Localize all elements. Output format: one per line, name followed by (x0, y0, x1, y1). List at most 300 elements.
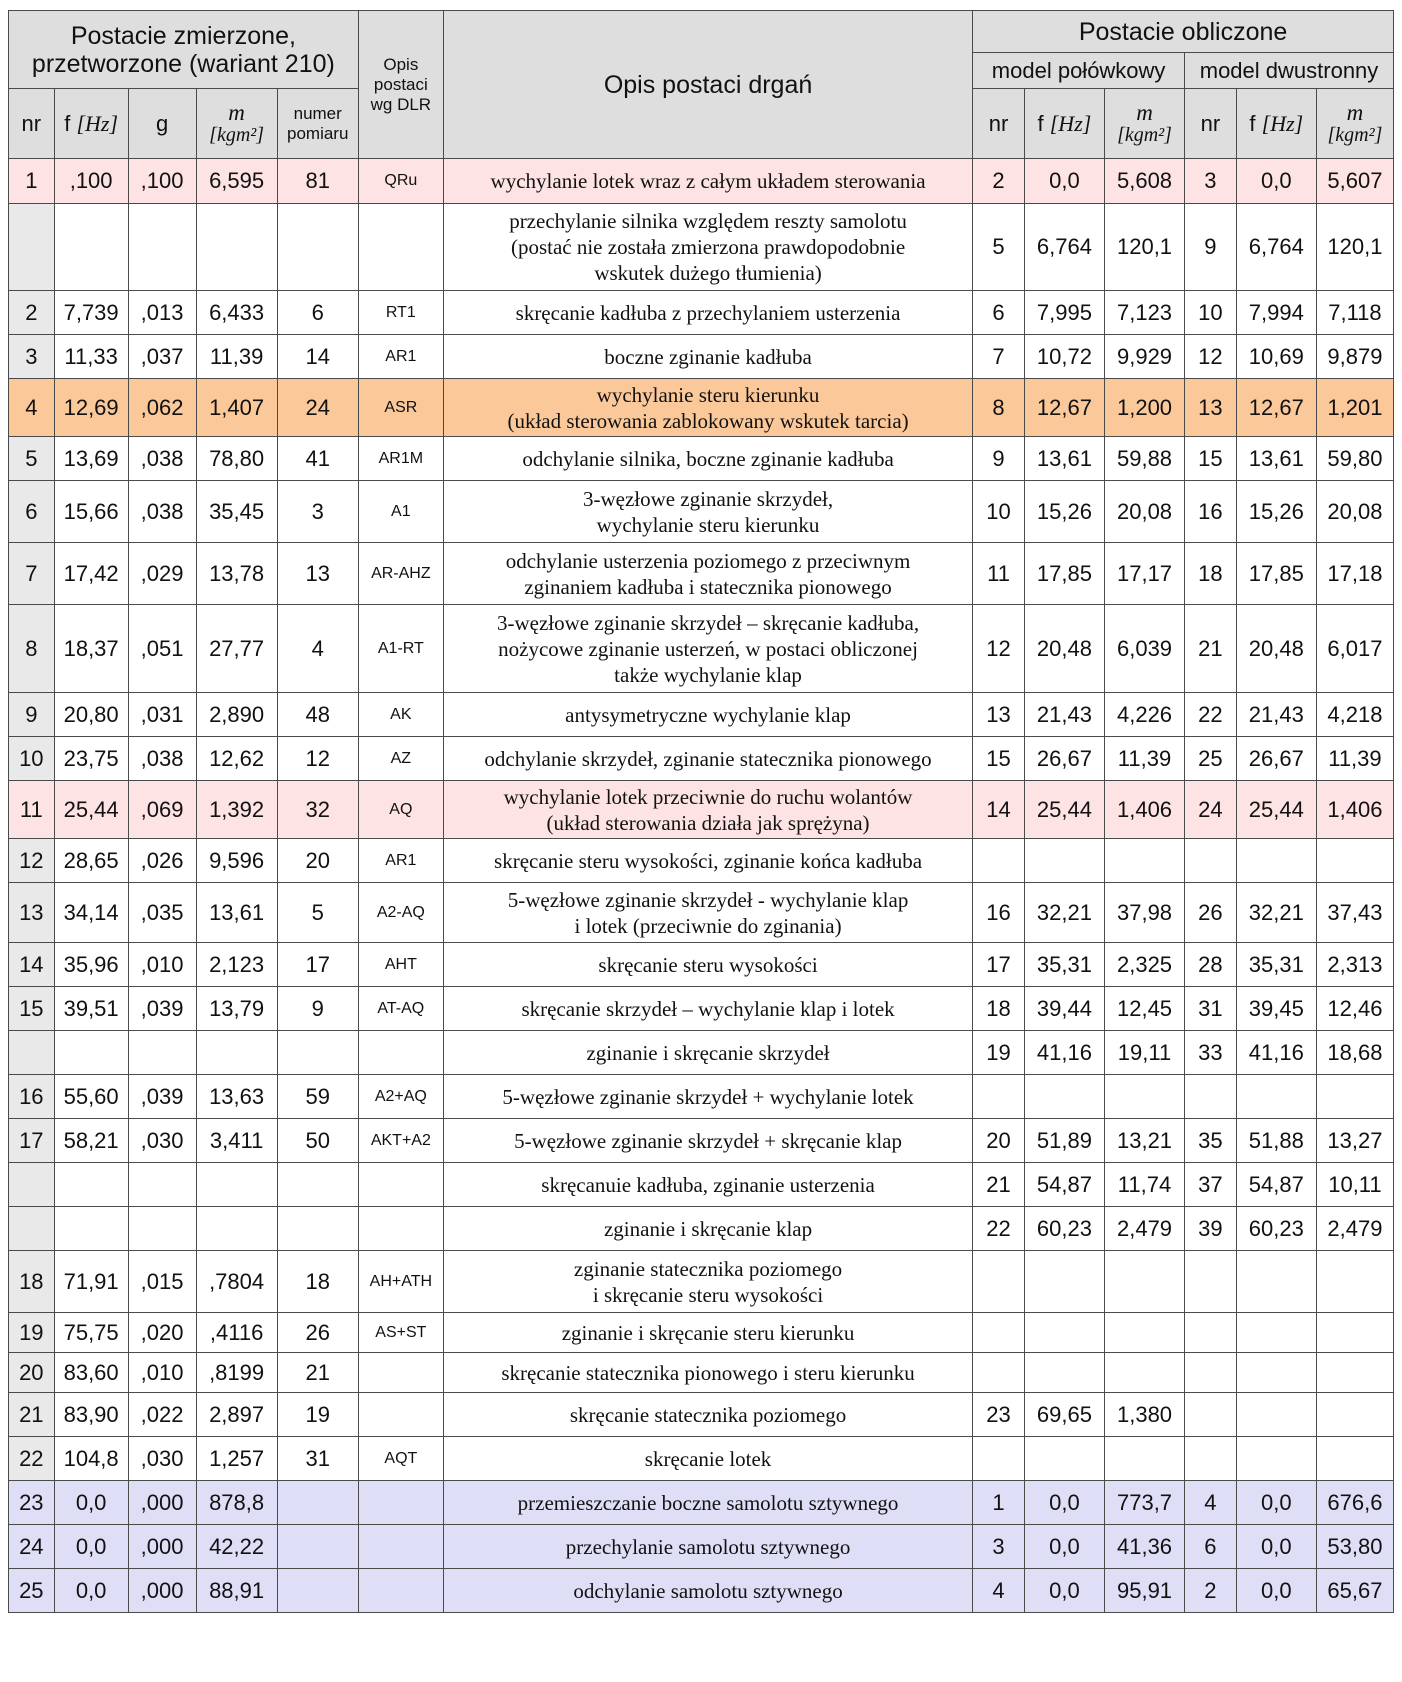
mode-description: odchylanie silnika, boczne zginanie kadłuba (443, 437, 972, 481)
table-row (9, 1525, 1394, 1569)
two-side-m: 20,08 (1316, 481, 1393, 543)
mode-description: przechylanie silnika względem reszty samolotu (postać nie została zmierzona prawdopodobnie wskutek dużego tłumienia) (443, 204, 972, 291)
half-model-m: 6,039 (1104, 605, 1184, 693)
col-half-nr: nr (973, 89, 1025, 159)
mode-description: odchylanie samolotu sztywnego (443, 1569, 972, 1613)
measured-m: ,4116 (196, 1313, 277, 1353)
measured-f: 15,66 (54, 481, 128, 543)
col-half-m: m [kgm²] (1104, 89, 1184, 159)
measurement-number (277, 1207, 358, 1251)
measured-f: 0,0 (54, 1481, 128, 1525)
half-model-nr (973, 839, 1025, 883)
measured-m: 3,411 (196, 1119, 277, 1163)
table-row (9, 839, 1394, 883)
mode-description: 5-węzłowe zginanie skrzydeł + wychylanie lotek (443, 1075, 972, 1119)
measured-f: 83,90 (54, 1393, 128, 1437)
half-model-f: 54,87 (1024, 1163, 1104, 1207)
table-row (9, 543, 1394, 605)
two-side-f: 20,48 (1236, 605, 1316, 693)
two-side-f: 41,16 (1236, 1031, 1316, 1075)
two-side-nr: 28 (1185, 943, 1237, 987)
mode-description: 5-węzłowe zginanie skrzydeł - wychylanie klap i lotek (przeciwnie do zginania) (443, 883, 972, 943)
measured-nr: 23 (9, 1481, 55, 1525)
measured-f (54, 1207, 128, 1251)
two-side-m: 11,39 (1316, 737, 1393, 781)
measured-g: ,026 (128, 839, 196, 883)
mode-description: wychylanie lotek przeciwnie do ruchu wolantów (układ sterowania działa jak sprężyna) (443, 781, 972, 839)
measured-f: 11,33 (54, 335, 128, 379)
mode-description: przechylanie samolotu sztywnego (443, 1525, 972, 1569)
col-g: g (128, 89, 196, 159)
half-model-nr: 20 (973, 1119, 1025, 1163)
half-model-m: 11,39 (1104, 737, 1184, 781)
two-side-m (1316, 1313, 1393, 1353)
mode-description: skręcanie statecznika pionowego i steru kierunku (443, 1353, 972, 1393)
dlr-code: AT-AQ (358, 987, 443, 1031)
half-model-f (1024, 1313, 1104, 1353)
two-side-f (1236, 1313, 1316, 1353)
measured-m: 35,45 (196, 481, 277, 543)
mode-description: 3-węzłowe zginanie skrzydeł – skręcanie kadłuba, nożycowe zginanie usterzeń, w postaci obliczonej także wychylanie klap (443, 605, 972, 693)
two-side-nr: 24 (1185, 781, 1237, 839)
two-side-m (1316, 1075, 1393, 1119)
half-model-m: 95,91 (1104, 1569, 1184, 1613)
two-side-nr (1185, 1437, 1237, 1481)
two-side-nr: 10 (1185, 291, 1237, 335)
mode-description: przemieszczanie boczne samolotu sztywnego (443, 1481, 972, 1525)
half-model-f (1024, 1437, 1104, 1481)
two-side-f: 54,87 (1236, 1163, 1316, 1207)
measured-m: 13,61 (196, 883, 277, 943)
measured-m (196, 1207, 277, 1251)
measured-g: ,022 (128, 1393, 196, 1437)
table-row (9, 883, 1394, 943)
measurement-number: 48 (277, 693, 358, 737)
measured-m: ,8199 (196, 1353, 277, 1393)
dlr-code: AS+ST (358, 1313, 443, 1353)
dlr-code (358, 1481, 443, 1525)
dlr-code: A1-RT (358, 605, 443, 693)
measured-nr: 24 (9, 1525, 55, 1569)
measured-m: ,7804 (196, 1251, 277, 1313)
table-row (9, 1031, 1394, 1075)
half-model-nr: 5 (973, 204, 1025, 291)
dlr-code: AR-AHZ (358, 543, 443, 605)
dlr-code: RT1 (358, 291, 443, 335)
table-row (9, 1075, 1394, 1119)
table-row (9, 204, 1394, 291)
half-model-nr: 22 (973, 1207, 1025, 1251)
half-model-nr: 14 (973, 781, 1025, 839)
mode-table-wrapper (8, 10, 1394, 1613)
table-row (9, 1437, 1394, 1481)
half-model-m: 773,7 (1104, 1481, 1184, 1525)
measured-m: 12,62 (196, 737, 277, 781)
dlr-code: AQT (358, 1437, 443, 1481)
two-side-f: 0,0 (1236, 1481, 1316, 1525)
col-half-f: f [Hz] (1024, 89, 1104, 159)
half-model-nr: 9 (973, 437, 1025, 481)
table-row (9, 159, 1394, 204)
half-model-m: 2,325 (1104, 943, 1184, 987)
half-model-f: 41,16 (1024, 1031, 1104, 1075)
measured-nr (9, 1207, 55, 1251)
measured-g (128, 1207, 196, 1251)
half-model-f: 60,23 (1024, 1207, 1104, 1251)
measured-g: ,029 (128, 543, 196, 605)
two-side-nr: 31 (1185, 987, 1237, 1031)
mode-description: zginanie i skręcanie steru kierunku (443, 1313, 972, 1353)
half-model-m: 9,929 (1104, 335, 1184, 379)
two-side-f (1236, 1251, 1316, 1313)
half-model-m: 1,406 (1104, 781, 1184, 839)
measured-g: ,037 (128, 335, 196, 379)
two-side-m: 6,017 (1316, 605, 1393, 693)
half-model-nr: 2 (973, 159, 1025, 204)
measured-m (196, 204, 277, 291)
two-side-model-header: model dwustronny (1185, 53, 1394, 89)
col-numer-pomiaru: numer pomiaru (277, 89, 358, 159)
two-side-m: 2,313 (1316, 943, 1393, 987)
table-body (9, 159, 1394, 1613)
two-side-nr (1185, 1075, 1237, 1119)
two-side-nr: 39 (1185, 1207, 1237, 1251)
two-side-m: 2,479 (1316, 1207, 1393, 1251)
measured-f: 34,14 (54, 883, 128, 943)
table-row (9, 693, 1394, 737)
mode-description: 5-węzłowe zginanie skrzydeł + skręcanie klap (443, 1119, 972, 1163)
two-side-nr: 4 (1185, 1481, 1237, 1525)
two-side-m: 120,1 (1316, 204, 1393, 291)
col-nr: nr (9, 89, 55, 159)
col-two-m: m [kgm²] (1316, 89, 1393, 159)
measured-f: 25,44 (54, 781, 128, 839)
two-side-m: 37,43 (1316, 883, 1393, 943)
two-side-f: 26,67 (1236, 737, 1316, 781)
table-row (9, 1481, 1394, 1525)
mode-description: odchylanie skrzydeł, zginanie statecznika pionowego (443, 737, 972, 781)
half-model-nr (973, 1353, 1025, 1393)
mode-description: boczne zginanie kadłuba (443, 335, 972, 379)
dlr-code: QRu (358, 159, 443, 204)
half-model-m: 37,98 (1104, 883, 1184, 943)
measured-nr: 6 (9, 481, 55, 543)
measured-g: ,030 (128, 1437, 196, 1481)
two-side-f: 0,0 (1236, 1569, 1316, 1613)
dlr-code: AQ (358, 781, 443, 839)
dlr-code: AHT (358, 943, 443, 987)
table-row (9, 1393, 1394, 1437)
half-model-m: 12,45 (1104, 987, 1184, 1031)
table-row (9, 1569, 1394, 1613)
table-row (9, 1163, 1394, 1207)
table-row (9, 1313, 1394, 1353)
half-model-f: 12,67 (1024, 379, 1104, 437)
two-side-nr (1185, 1251, 1237, 1313)
measured-g: ,010 (128, 943, 196, 987)
half-model-nr: 8 (973, 379, 1025, 437)
two-side-nr: 33 (1185, 1031, 1237, 1075)
measured-nr: 15 (9, 987, 55, 1031)
two-side-f: 21,43 (1236, 693, 1316, 737)
measurement-number: 5 (277, 883, 358, 943)
measured-nr: 18 (9, 1251, 55, 1313)
measured-g (128, 204, 196, 291)
half-model-m: 2,479 (1104, 1207, 1184, 1251)
dlr-code: ASR (358, 379, 443, 437)
measurement-number: 21 (277, 1353, 358, 1393)
measured-header: Postacie zmierzone, przetworzone (wariant 210) (9, 11, 359, 89)
two-side-m: 10,11 (1316, 1163, 1393, 1207)
dlr-code (358, 1393, 443, 1437)
two-side-nr: 2 (1185, 1569, 1237, 1613)
dlr-code: AH+ATH (358, 1251, 443, 1313)
two-side-nr (1185, 1393, 1237, 1437)
measured-f (54, 1163, 128, 1207)
two-side-m: 12,46 (1316, 987, 1393, 1031)
two-side-f: 32,21 (1236, 883, 1316, 943)
measured-m: 11,39 (196, 335, 277, 379)
measured-f: ,100 (54, 159, 128, 204)
half-model-nr (973, 1313, 1025, 1353)
two-side-m: 17,18 (1316, 543, 1393, 605)
measured-m: 6,595 (196, 159, 277, 204)
half-model-m: 19,11 (1104, 1031, 1184, 1075)
half-model-nr: 3 (973, 1525, 1025, 1569)
two-side-f: 6,764 (1236, 204, 1316, 291)
two-side-nr: 21 (1185, 605, 1237, 693)
dlr-code (358, 1207, 443, 1251)
two-side-f: 35,31 (1236, 943, 1316, 987)
measured-f: 23,75 (54, 737, 128, 781)
col-m: m [kgm²] (196, 89, 277, 159)
mode-description: zginanie statecznika poziomego i skręcanie steru wysokości (443, 1251, 972, 1313)
two-side-m: 18,68 (1316, 1031, 1393, 1075)
half-model-m (1104, 1075, 1184, 1119)
table-row (9, 987, 1394, 1031)
mode-description: skręcanie lotek (443, 1437, 972, 1481)
measured-g: ,039 (128, 1075, 196, 1119)
half-model-f: 13,61 (1024, 437, 1104, 481)
col-two-nr: nr (1185, 89, 1237, 159)
mode-description: skręcanie statecznika poziomego (443, 1393, 972, 1437)
measurement-number (277, 204, 358, 291)
half-model-m: 13,21 (1104, 1119, 1184, 1163)
measured-nr: 12 (9, 839, 55, 883)
dlr-code: AKT+A2 (358, 1119, 443, 1163)
half-model-m (1104, 1353, 1184, 1393)
measured-g: ,051 (128, 605, 196, 693)
measured-g: ,069 (128, 781, 196, 839)
measurement-number: 13 (277, 543, 358, 605)
half-model-nr: 13 (973, 693, 1025, 737)
measured-nr: 4 (9, 379, 55, 437)
measured-nr (9, 1031, 55, 1075)
two-side-f: 7,994 (1236, 291, 1316, 335)
two-side-m: 53,80 (1316, 1525, 1393, 1569)
half-model-f: 7,995 (1024, 291, 1104, 335)
measured-f: 58,21 (54, 1119, 128, 1163)
half-model-nr: 23 (973, 1393, 1025, 1437)
two-side-nr: 13 (1185, 379, 1237, 437)
mode-description: wychylanie lotek wraz z całym układem sterowania (443, 159, 972, 204)
two-side-m: 7,118 (1316, 291, 1393, 335)
measured-nr: 14 (9, 943, 55, 987)
measured-g: ,000 (128, 1525, 196, 1569)
measured-nr: 2 (9, 291, 55, 335)
measured-m (196, 1163, 277, 1207)
measured-f (54, 204, 128, 291)
table-row (9, 605, 1394, 693)
half-model-m: 20,08 (1104, 481, 1184, 543)
half-model-m (1104, 839, 1184, 883)
two-side-f: 12,67 (1236, 379, 1316, 437)
measured-g (128, 1031, 196, 1075)
measurement-number (277, 1031, 358, 1075)
measured-m (196, 1031, 277, 1075)
mode-description: skręcanie steru wysokości, zginanie końca kadłuba (443, 839, 972, 883)
dlr-code (358, 1569, 443, 1613)
mode-description: skręcanuie kadłuba, zginanie usterzenia (443, 1163, 972, 1207)
dlr-code: AR1 (358, 839, 443, 883)
measurement-number: 32 (277, 781, 358, 839)
measured-nr: 11 (9, 781, 55, 839)
half-model-nr (973, 1437, 1025, 1481)
measurement-number: 81 (277, 159, 358, 204)
two-side-f: 10,69 (1236, 335, 1316, 379)
two-side-m: 59,80 (1316, 437, 1393, 481)
measured-g: ,038 (128, 737, 196, 781)
half-model-nr: 19 (973, 1031, 1025, 1075)
measured-m: 13,78 (196, 543, 277, 605)
measured-nr: 5 (9, 437, 55, 481)
mode-description: skręcanie kadłuba z przechylaniem usterzenia (443, 291, 972, 335)
mode-description: zginanie i skręcanie klap (443, 1207, 972, 1251)
two-side-m (1316, 839, 1393, 883)
measured-nr: 1 (9, 159, 55, 204)
dlr-code: AR1 (358, 335, 443, 379)
measurement-number: 41 (277, 437, 358, 481)
vibration-modes-table (8, 10, 1394, 1613)
measured-nr: 7 (9, 543, 55, 605)
measurement-number: 18 (277, 1251, 358, 1313)
dlr-code: AR1M (358, 437, 443, 481)
table-row (9, 335, 1394, 379)
measured-f: 75,75 (54, 1313, 128, 1353)
measurement-number: 19 (277, 1393, 358, 1437)
measured-f: 13,69 (54, 437, 128, 481)
dlr-code: AK (358, 693, 443, 737)
calculated-header: Postacie obliczone (973, 11, 1394, 53)
measured-g: ,035 (128, 883, 196, 943)
measured-nr: 21 (9, 1393, 55, 1437)
measured-f: 71,91 (54, 1251, 128, 1313)
measured-m: 2,897 (196, 1393, 277, 1437)
measured-m: 42,22 (196, 1525, 277, 1569)
measurement-number: 26 (277, 1313, 358, 1353)
half-model-f: 0,0 (1024, 1569, 1104, 1613)
two-side-nr: 26 (1185, 883, 1237, 943)
measured-m: 1,257 (196, 1437, 277, 1481)
half-model-nr: 7 (973, 335, 1025, 379)
dlr-code: A1 (358, 481, 443, 543)
half-model-nr: 21 (973, 1163, 1025, 1207)
measured-nr (9, 204, 55, 291)
measurement-number: 20 (277, 839, 358, 883)
half-model-m: 1,200 (1104, 379, 1184, 437)
half-model-m: 1,380 (1104, 1393, 1184, 1437)
two-side-m (1316, 1353, 1393, 1393)
two-side-m: 65,67 (1316, 1569, 1393, 1613)
measurement-number (277, 1481, 358, 1525)
measured-f: 104,8 (54, 1437, 128, 1481)
dlr-code: A2+AQ (358, 1075, 443, 1119)
two-side-f: 17,85 (1236, 543, 1316, 605)
measurement-number: 50 (277, 1119, 358, 1163)
two-side-f: 0,0 (1236, 159, 1316, 204)
measured-g: ,020 (128, 1313, 196, 1353)
measured-nr: 19 (9, 1313, 55, 1353)
half-model-m: 120,1 (1104, 204, 1184, 291)
measurement-number: 12 (277, 737, 358, 781)
dlr-code (358, 1163, 443, 1207)
measured-g: ,000 (128, 1569, 196, 1613)
two-side-m (1316, 1251, 1393, 1313)
half-model-nr: 4 (973, 1569, 1025, 1613)
measurement-number: 59 (277, 1075, 358, 1119)
measured-g: ,062 (128, 379, 196, 437)
half-model-f: 10,72 (1024, 335, 1104, 379)
half-model-f (1024, 1353, 1104, 1393)
measured-m: 13,79 (196, 987, 277, 1031)
half-model-m (1104, 1313, 1184, 1353)
two-side-f: 25,44 (1236, 781, 1316, 839)
half-model-nr (973, 1251, 1025, 1313)
table-row (9, 1119, 1394, 1163)
half-model-m: 59,88 (1104, 437, 1184, 481)
half-model-m: 5,608 (1104, 159, 1184, 204)
measured-f: 0,0 (54, 1569, 128, 1613)
measured-g: ,038 (128, 437, 196, 481)
measured-f: 35,96 (54, 943, 128, 987)
half-model-header: model połówkowy (973, 53, 1185, 89)
mode-description: zginanie i skręcanie skrzydeł (443, 1031, 972, 1075)
two-side-m: 9,879 (1316, 335, 1393, 379)
half-model-f (1024, 839, 1104, 883)
half-model-m (1104, 1437, 1184, 1481)
measured-m: 878,8 (196, 1481, 277, 1525)
two-side-nr (1185, 1313, 1237, 1353)
half-model-f: 0,0 (1024, 159, 1104, 204)
table-row (9, 1251, 1394, 1313)
col-two-f: f [Hz] (1236, 89, 1316, 159)
mode-description: odchylanie usterzenia poziomego z przeciwnym zginaniem kadłuba i statecznika pionowego (443, 543, 972, 605)
measured-nr: 9 (9, 693, 55, 737)
two-side-m: 676,6 (1316, 1481, 1393, 1525)
half-model-nr: 11 (973, 543, 1025, 605)
half-model-f: 39,44 (1024, 987, 1104, 1031)
two-side-m: 5,607 (1316, 159, 1393, 204)
half-model-f: 35,31 (1024, 943, 1104, 987)
two-side-f: 15,26 (1236, 481, 1316, 543)
two-side-m (1316, 1393, 1393, 1437)
measured-nr: 3 (9, 335, 55, 379)
mode-description: skręcanie skrzydeł – wychylanie klap i lotek (443, 987, 972, 1031)
measured-m: 88,91 (196, 1569, 277, 1613)
table-row (9, 379, 1394, 437)
measured-g: ,031 (128, 693, 196, 737)
two-side-nr: 3 (1185, 159, 1237, 204)
